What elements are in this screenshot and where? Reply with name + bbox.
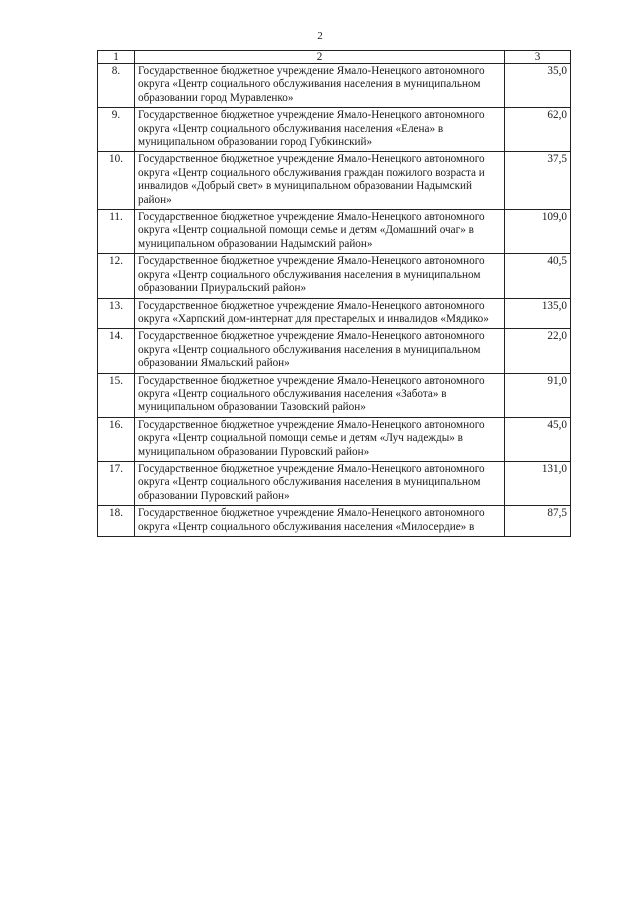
row-description-cell: Государственное бюджетное учреждение Ямало-Ненецкого автономного округа «Центр социального обслуживания населения в муниципальном образовании Приуральский район» — [135, 254, 505, 298]
table-row — [98, 417, 571, 461]
row-number-cell: 13. — [98, 298, 135, 329]
row-value-cell: 135,0 — [505, 298, 571, 329]
row-description-cell: Государственное бюджетное учреждение Ямало-Ненецкого автономного округа «Центр социального обслуживания населения в муниципальном образовании Ямальский район» — [135, 329, 505, 373]
table-row — [98, 461, 571, 505]
header-cell-number: 1 — [98, 51, 135, 64]
row-number-cell: 12. — [98, 254, 135, 298]
row-value-cell: 35,0 — [505, 64, 571, 108]
row-number-cell: 16. — [98, 417, 135, 461]
row-value-cell: 37,5 — [505, 152, 571, 210]
row-description-cell: Государственное бюджетное учреждение Ямало-Ненецкого автономного округа «Центр социального обслуживания населения «Елена» в муниципальном образовании город Губкинский» — [135, 108, 505, 152]
row-value-cell: 131,0 — [505, 461, 571, 505]
row-description-cell: Государственное бюджетное учреждение Ямало-Ненецкого автономного округа «Центр социального обслуживания граждан пожилого возраста и инвалидов «Добрый свет» в муниципальном образовании Надымский район» — [135, 152, 505, 210]
table-row — [98, 329, 571, 373]
row-description-cell: Государственное бюджетное учреждение Ямало-Ненецкого автономного округа «Центр социального обслуживания населения в муниципальном образовании Пуровский район» — [135, 461, 505, 505]
row-description-cell: Государственное бюджетное учреждение Ямало-Ненецкого автономного округа «Центр социального обслуживания населения в муниципальном образовании город Муравленко» — [135, 64, 505, 108]
row-number-cell: 14. — [98, 329, 135, 373]
row-number-cell: 15. — [98, 373, 135, 417]
table-row — [98, 506, 571, 537]
row-description-cell: Государственное бюджетное учреждение Ямало-Ненецкого автономного округа «Центр социальной помощи семье и детям «Луч надежды» в муниципальном образовании Пуровский район» — [135, 417, 505, 461]
row-value-cell: 87,5 — [505, 506, 571, 537]
table-row — [98, 152, 571, 210]
row-value-cell: 45,0 — [505, 417, 571, 461]
row-description-cell: Государственное бюджетное учреждение Ямало-Ненецкого автономного округа «Центр социального обслуживания населения «Забота» в муниципальном образовании Тазовский район» — [135, 373, 505, 417]
row-description-cell: Государственное бюджетное учреждение Ямало-Ненецкого автономного округа «Центр социальной помощи семье и детям «Домашний очаг» в муниципальном образовании Надымский район» — [135, 210, 505, 254]
row-value-cell: 62,0 — [505, 108, 571, 152]
row-description-cell: Государственное бюджетное учреждение Ямало-Ненецкого автономного округа «Харпский дом-интернат для престарелых и инвалидов «Мядико» — [135, 298, 505, 329]
row-value-cell: 91,0 — [505, 373, 571, 417]
row-value-cell: 109,0 — [505, 210, 571, 254]
table-row — [98, 64, 571, 108]
table-row — [98, 298, 571, 329]
table-header-row — [98, 51, 571, 64]
header-cell-description: 2 — [135, 51, 505, 64]
header-cell-value: 3 — [505, 51, 571, 64]
table-row — [98, 210, 571, 254]
row-number-cell: 8. — [98, 64, 135, 108]
table-row — [98, 254, 571, 298]
row-number-cell: 17. — [98, 461, 135, 505]
row-number-cell: 11. — [98, 210, 135, 254]
institutions-table — [97, 50, 571, 537]
table-row — [98, 108, 571, 152]
table-row — [98, 373, 571, 417]
row-description-cell: Государственное бюджетное учреждение Ямало-Ненецкого автономного округа «Центр социального обслуживания населения «Милосердие» в — [135, 506, 505, 537]
row-number-cell: 18. — [98, 506, 135, 537]
row-number-cell: 10. — [98, 152, 135, 210]
row-value-cell: 22,0 — [505, 329, 571, 373]
row-value-cell: 40,5 — [505, 254, 571, 298]
table-body — [98, 51, 571, 537]
row-number-cell: 9. — [98, 108, 135, 152]
page-number: 2 — [317, 30, 323, 42]
